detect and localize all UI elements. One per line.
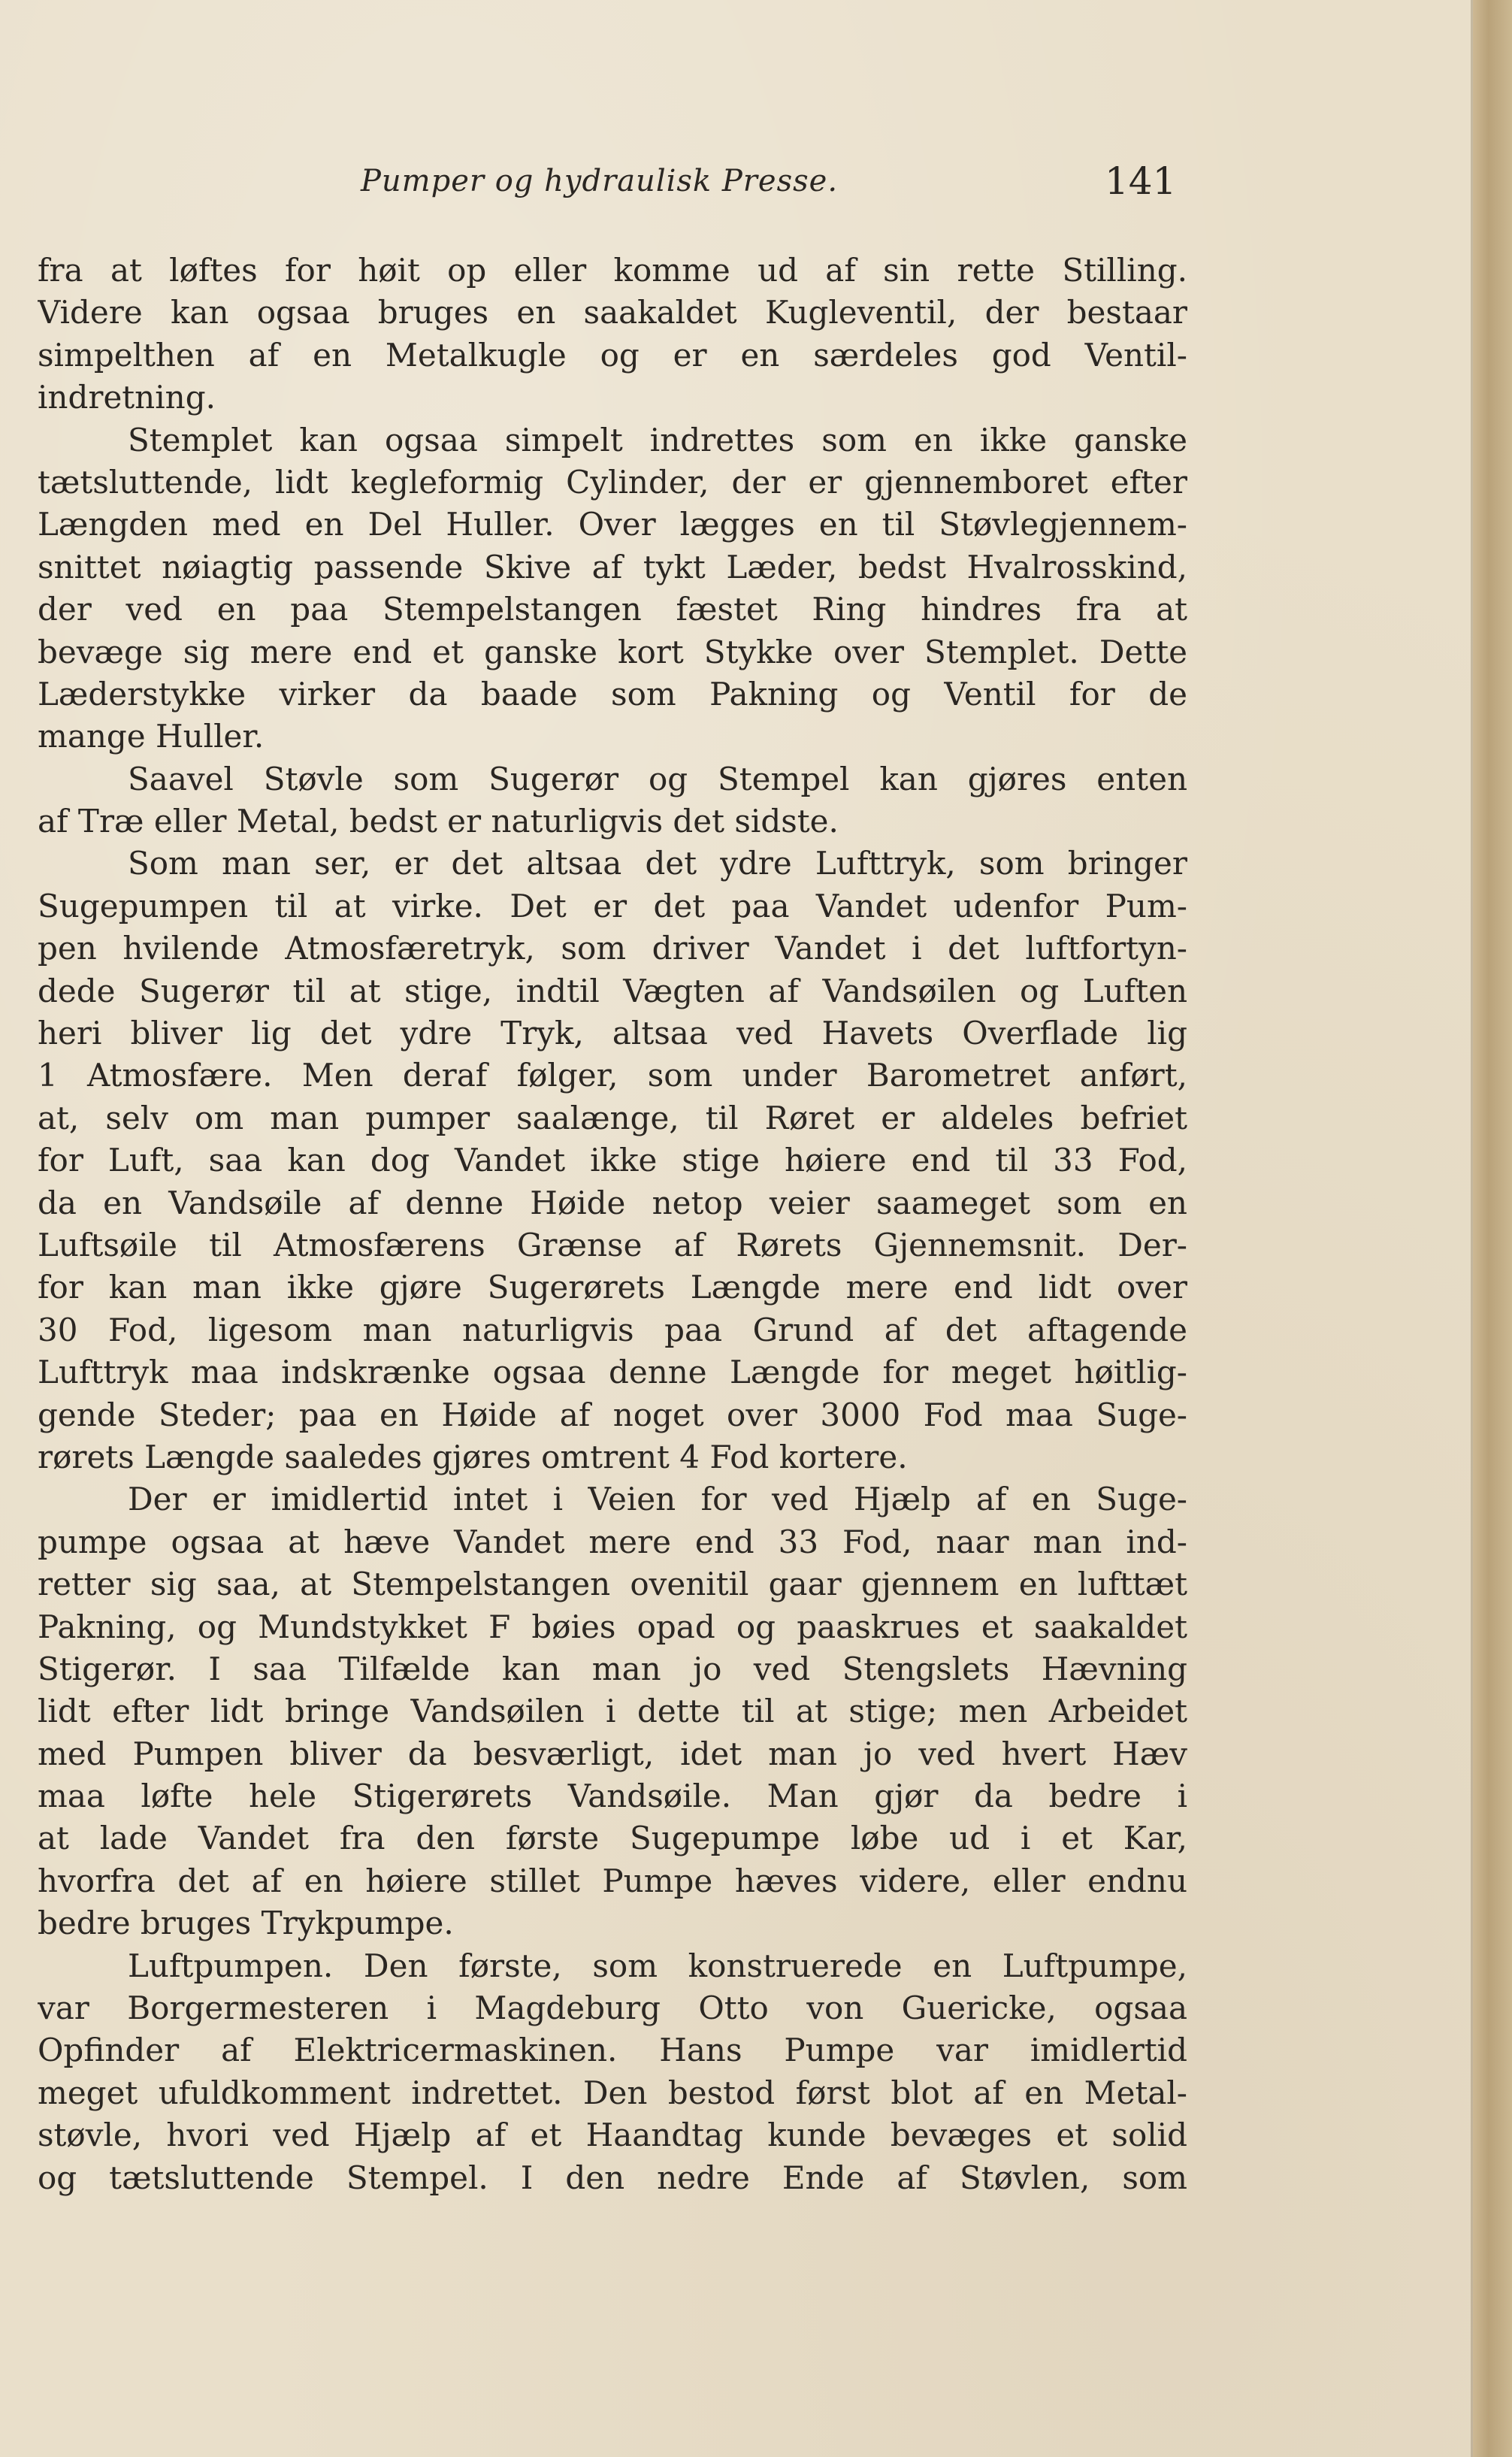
text-line: at lade Vandet fra den første Sugepumpe løbe ud i et Kar, xyxy=(38,1820,1187,1857)
text-line: dede Sugerør til at stige, indtil Vægten af Vandsøilen og Luften xyxy=(38,972,1187,1009)
text-line: Saavel Støvle som Sugerør og Stempel kan gjøres enten xyxy=(128,760,1187,797)
text-line: Luftsøile til Atmosfærens Grænse af Rørets Gjennemsnit. Der- xyxy=(38,1226,1187,1263)
text-line: Opfinder af Elektricermaskinen. Hans Pumpe var imidlertid xyxy=(38,2032,1187,2069)
text-line: mange Huller. xyxy=(38,718,265,755)
text-line: Pakning, og Mundstykket F bøies opad og paaskrues et saakaldet xyxy=(38,1608,1187,1645)
page-header xyxy=(0,159,1473,216)
text-line: snittet nøiagtig passende Skive af tykt Læder, bedst Hvalrosskind, xyxy=(38,548,1187,586)
page-number: 141 xyxy=(1105,159,1177,203)
text-line: Stigerør. I saa Tilfælde kan man jo ved Stengslets Hævning xyxy=(38,1650,1187,1687)
text-line: gende Steder; paa en Høide af noget over 3000 Fod maa Suge- xyxy=(38,1396,1187,1433)
text-line: retter sig saa, at Stempelstangen ovenitil gaar gjennem en lufttæt xyxy=(38,1566,1187,1603)
text-line: lidt efter lidt bringe Vandsøilen i dette til at stige; men Arbeidet xyxy=(38,1693,1187,1730)
text-line: rørets Længde saaledes gjøres omtrent 4 Fod kortere. xyxy=(38,1438,908,1475)
text-line: Luftpumpen. Den første, som konstruerede en Luftpumpe, xyxy=(128,1947,1187,1984)
text-line: for Luft, saa kan dog Vandet ikke stige høiere end til 33 Fod, xyxy=(38,1142,1187,1179)
text-line: tætsluttende, lidt kegleformig Cylinder, der er gjennemboret efter xyxy=(38,463,1187,501)
text-line: støvle, hvori ved Hjælp af et Haandtag kunde bevæges et solid xyxy=(38,2117,1187,2154)
text-line: 1 Atmosfære. Men deraf følger, som under Barometret anført, xyxy=(38,1057,1187,1094)
text-line: Læderstykke virker da baade som Pakning og Ventil for de xyxy=(38,675,1187,713)
text-line: var Borgermesteren i Magdeburg Otto von Guericke, ogsaa xyxy=(38,1990,1187,2027)
text-line: fra at løftes for høit op eller komme ud af sin rette Stilling. xyxy=(38,252,1187,289)
text-line: indretning. xyxy=(38,379,216,416)
text-line: med Pumpen bliver da besværligt, idet man jo ved hvert Hæv xyxy=(38,1735,1187,1772)
text-line: da en Vandsøile af denne Høide netop veier saameget som en xyxy=(38,1184,1187,1221)
text-line: at, selv om man pumper saalænge, til Røret er aldeles befriet xyxy=(38,1099,1187,1136)
text-line: Der er imidlertid intet i Veien for ved Hjælp af en Suge- xyxy=(128,1481,1187,1518)
text-line: bevæge sig mere end et ganske kort Stykke over Stemplet. Dette xyxy=(38,633,1187,670)
text-line: pumpe ogsaa at hæve Vandet mere end 33 Fod, naar man ind- xyxy=(38,1523,1187,1560)
text-line: Stemplet kan ogsaa simpelt indrettes som en ikke ganske xyxy=(128,421,1187,458)
text-line: Lufttryk maa indskrænke ogsaa denne Længde for meget høitlig- xyxy=(38,1354,1187,1391)
text-line: heri bliver lig det ydre Tryk, altsaa ved Havets Overflade lig xyxy=(38,1015,1187,1052)
text-line: 30 Fod, ligesom man naturligvis paa Grund af det aftagende xyxy=(38,1311,1187,1348)
text-line: Videre kan ogsaa bruges en saakaldet Kugleventil, der bestaar xyxy=(38,294,1187,331)
text-line: for kan man ikke gjøre Sugerørets Længde mere end lidt over xyxy=(38,1269,1187,1306)
book-gutter xyxy=(1473,0,1512,2457)
text-line: bedre bruges Trykpumpe. xyxy=(38,1905,454,1942)
text-line: Sugepumpen til at virke. Det er det paa Vandet udenfor Pum- xyxy=(38,887,1187,924)
text-line: der ved en paa Stempelstangen fæstet Ring hindres fra at xyxy=(38,591,1187,628)
text-line: maa løfte hele Stigerørets Vandsøile. Man gjør da bedre i xyxy=(38,1778,1187,1815)
text-line: af Træ eller Metal, bedst er naturligvis det sidste. xyxy=(38,803,839,840)
text-line: Længden med en Del Huller. Over lægges en til Støvlegjennem- xyxy=(38,506,1187,543)
text-line: hvorfra det af en høiere stillet Pumpe hæves videre, eller endnu xyxy=(38,1862,1187,1899)
body-text xyxy=(38,250,1187,2199)
text-line: og tætsluttende Stempel. I den nedre Ende af Støvlen, som xyxy=(38,2159,1187,2196)
running-head: Pumper og hydraulisk Presse. xyxy=(361,164,839,198)
text-line: Som man ser, er det altsaa det ydre Lufttryk, som bringer xyxy=(128,845,1187,882)
text-line: simpelthen af en Metalkugle og er en særdeles god Ventil- xyxy=(38,336,1187,374)
text-line: pen hvilende Atmosfæretryk, som driver Vandet i det luftfortyn- xyxy=(38,930,1187,967)
text-line: meget ufuldkomment indrettet. Den bestod først blot af en Metal- xyxy=(38,2074,1187,2111)
